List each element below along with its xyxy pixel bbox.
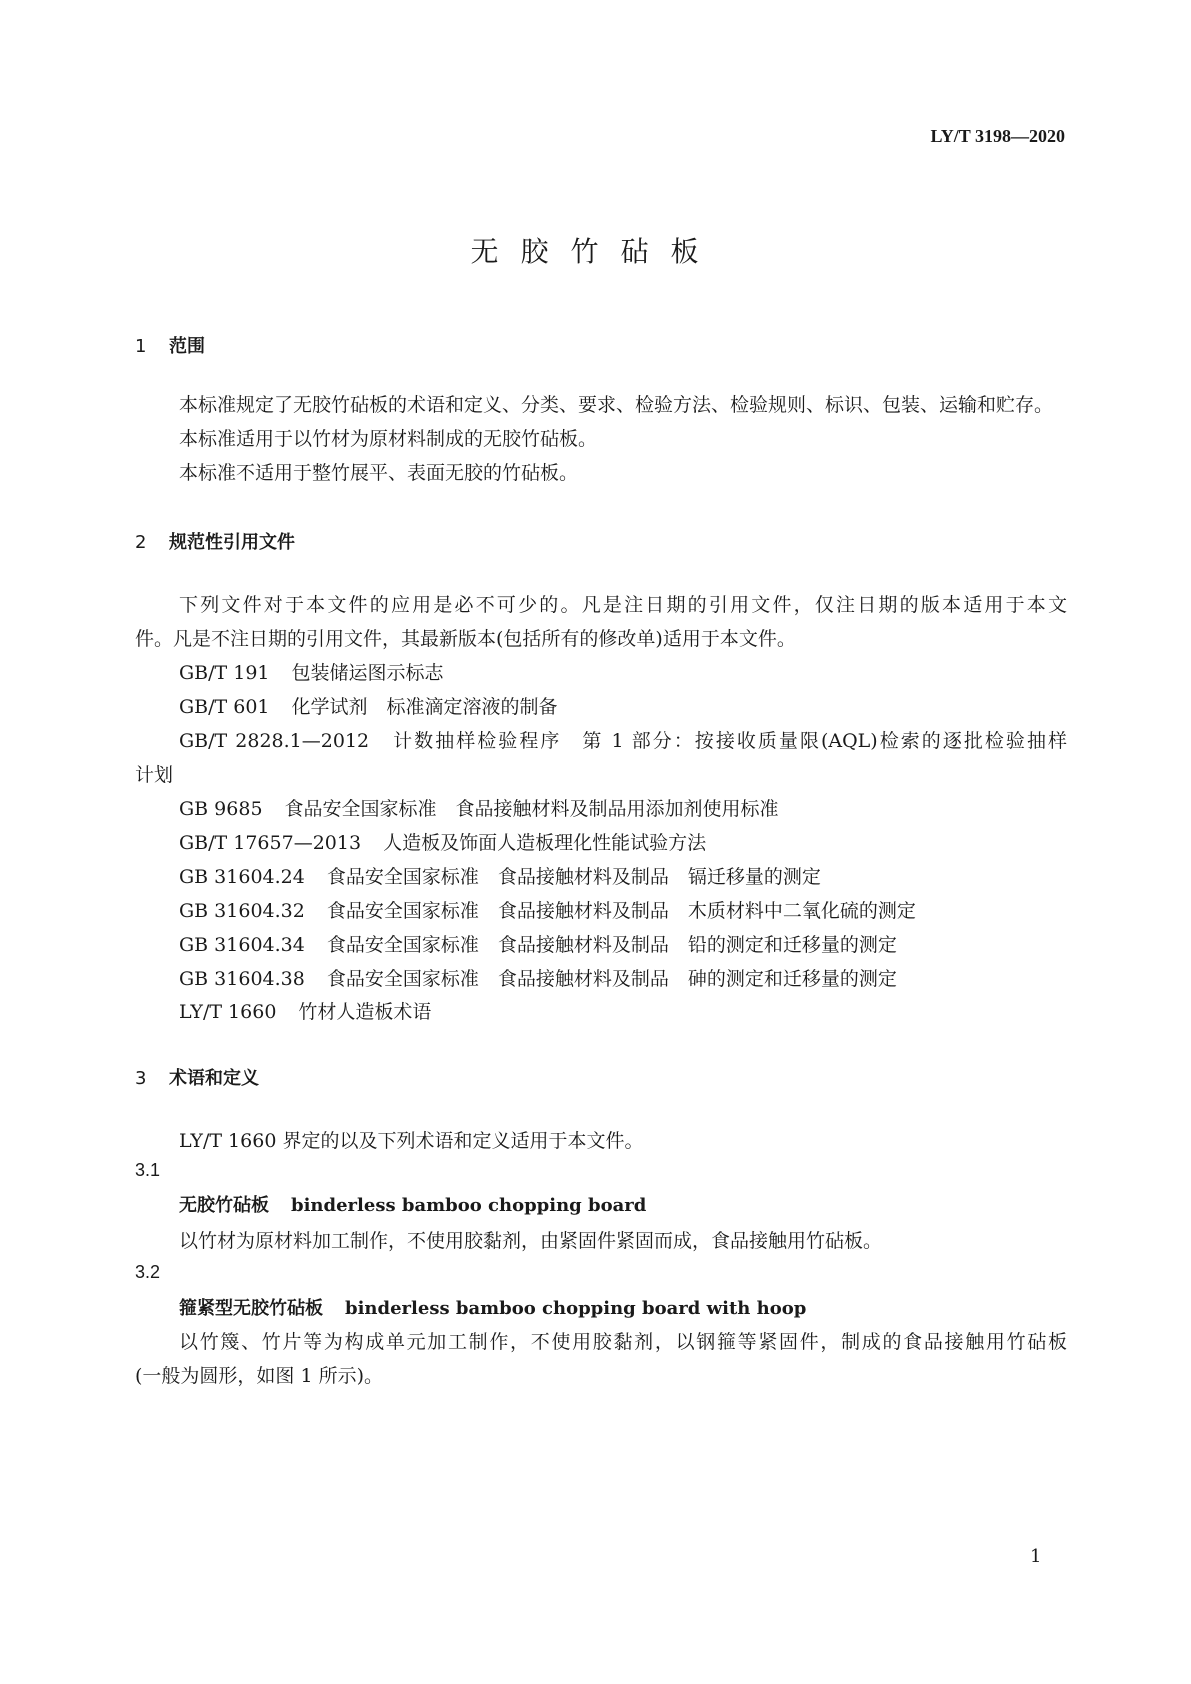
term-heading <box>179 1297 806 1321</box>
paragraph: 件。凡是不注日期的引用文件，其最新版本(包括所有的修改单)适用于本文件。 <box>135 628 796 650</box>
reference-code: GB 9685 <box>179 798 263 820</box>
term-definition: 以竹材为原材料加工制作，不使用胶黏剂，由紧固件紧固而成，食品接触用竹砧板。 <box>179 1230 883 1252</box>
section-title: 范围 <box>169 336 205 357</box>
reference-title: 计数抽样检验程序 第 1 部分：按接收质量限(AQL)检索的逐批检验抽样 <box>391 730 1067 752</box>
reference-title: 食品安全国家标准 食品接触材料及制品 木质材料中二氧化硫的测定 <box>326 900 916 922</box>
section-1-heading <box>135 332 205 358</box>
reference-title: 食品安全国家标准 食品接触材料及制品用添加剂使用标准 <box>284 798 779 820</box>
section-number: 2 <box>135 532 147 553</box>
term-definition-continued: (一般为圆形，如图 1 所示)。 <box>135 1365 383 1387</box>
reference-code: GB 31604.38 <box>179 968 305 990</box>
reference-title: 包装储运图示标志 <box>291 662 444 684</box>
reference-item <box>179 865 821 889</box>
paragraph: 下列文件对于本文件的应用是必不可少的。凡是注日期的引用文件，仅注日期的版本适用于本文 <box>179 594 1067 616</box>
reference-code: GB 31604.34 <box>179 934 305 956</box>
reference-title: 化学试剂 标准滴定溶液的制备 <box>291 696 558 718</box>
reference-code: LY/T 1660 <box>179 1001 277 1023</box>
reference-item <box>179 695 558 719</box>
paragraph: 本标准不适用于整竹展平、表面无胶的竹砧板。 <box>179 462 579 484</box>
reference-item <box>179 661 444 685</box>
document-title: 无胶竹砧板 <box>470 235 721 268</box>
reference-title: 食品安全国家标准 食品接触材料及制品 铅的测定和迁移量的测定 <box>326 934 897 956</box>
term-en: binderless bamboo chopping board <box>291 1195 647 1216</box>
reference-item <box>179 831 706 855</box>
reference-item <box>179 933 897 957</box>
paragraph: 本标准规定了无胶竹砧板的术语和定义、分类、要求、检验方法、检验规则、标识、包装、运输和贮存。 <box>179 394 1054 416</box>
term-definition: 以竹篾、竹片等为构成单元加工制作，不使用胶黏剂，以钢箍等紧固件，制成的食品接触用竹砧板 <box>179 1331 1067 1353</box>
section-number: 1 <box>135 336 147 357</box>
section-2-heading <box>135 528 295 554</box>
reference-title: 食品安全国家标准 食品接触材料及制品 砷的测定和迁移量的测定 <box>326 968 897 990</box>
paragraph: LY/T 1660 界定的以及下列术语和定义适用于本文件。 <box>179 1130 644 1152</box>
page-number: 1 <box>1030 1546 1042 1567</box>
clause-number: 3.2 <box>135 1262 161 1282</box>
reference-item <box>179 729 1067 753</box>
standard-number: LY/T 3198—2020 <box>930 126 1065 146</box>
section-3-heading <box>135 1064 259 1090</box>
term-zh: 箍紧型无胶竹砧板 <box>179 1298 323 1319</box>
reference-code: GB/T 601 <box>179 696 270 718</box>
reference-title: 食品安全国家标准 食品接触材料及制品 镉迁移量的测定 <box>326 866 821 888</box>
reference-item <box>179 967 897 991</box>
section-title: 规范性引用文件 <box>169 532 295 553</box>
term-en: binderless bamboo chopping board with hoop <box>345 1298 807 1319</box>
reference-code: GB/T 191 <box>179 662 270 684</box>
paragraph: 本标准适用于以竹材为原材料制成的无胶竹砧板。 <box>179 428 598 450</box>
reference-item <box>179 899 916 923</box>
term-zh: 无胶竹砧板 <box>179 1195 269 1216</box>
reference-title: 竹材人造板术语 <box>298 1001 432 1023</box>
section-title: 术语和定义 <box>169 1068 259 1089</box>
term-heading <box>179 1194 646 1218</box>
clause-number: 3.1 <box>135 1160 161 1180</box>
reference-item <box>179 1000 431 1024</box>
reference-code: GB/T 17657—2013 <box>179 832 362 854</box>
reference-item <box>179 797 779 821</box>
reference-code: GB 31604.24 <box>179 866 305 888</box>
section-number: 3 <box>135 1068 147 1089</box>
reference-title-continued: 计划 <box>135 764 174 786</box>
reference-code: GB 31604.32 <box>179 900 305 922</box>
reference-title: 人造板及饰面人造板理化性能试验方法 <box>383 832 707 854</box>
reference-code: GB/T 2828.1—2012 <box>179 730 370 752</box>
